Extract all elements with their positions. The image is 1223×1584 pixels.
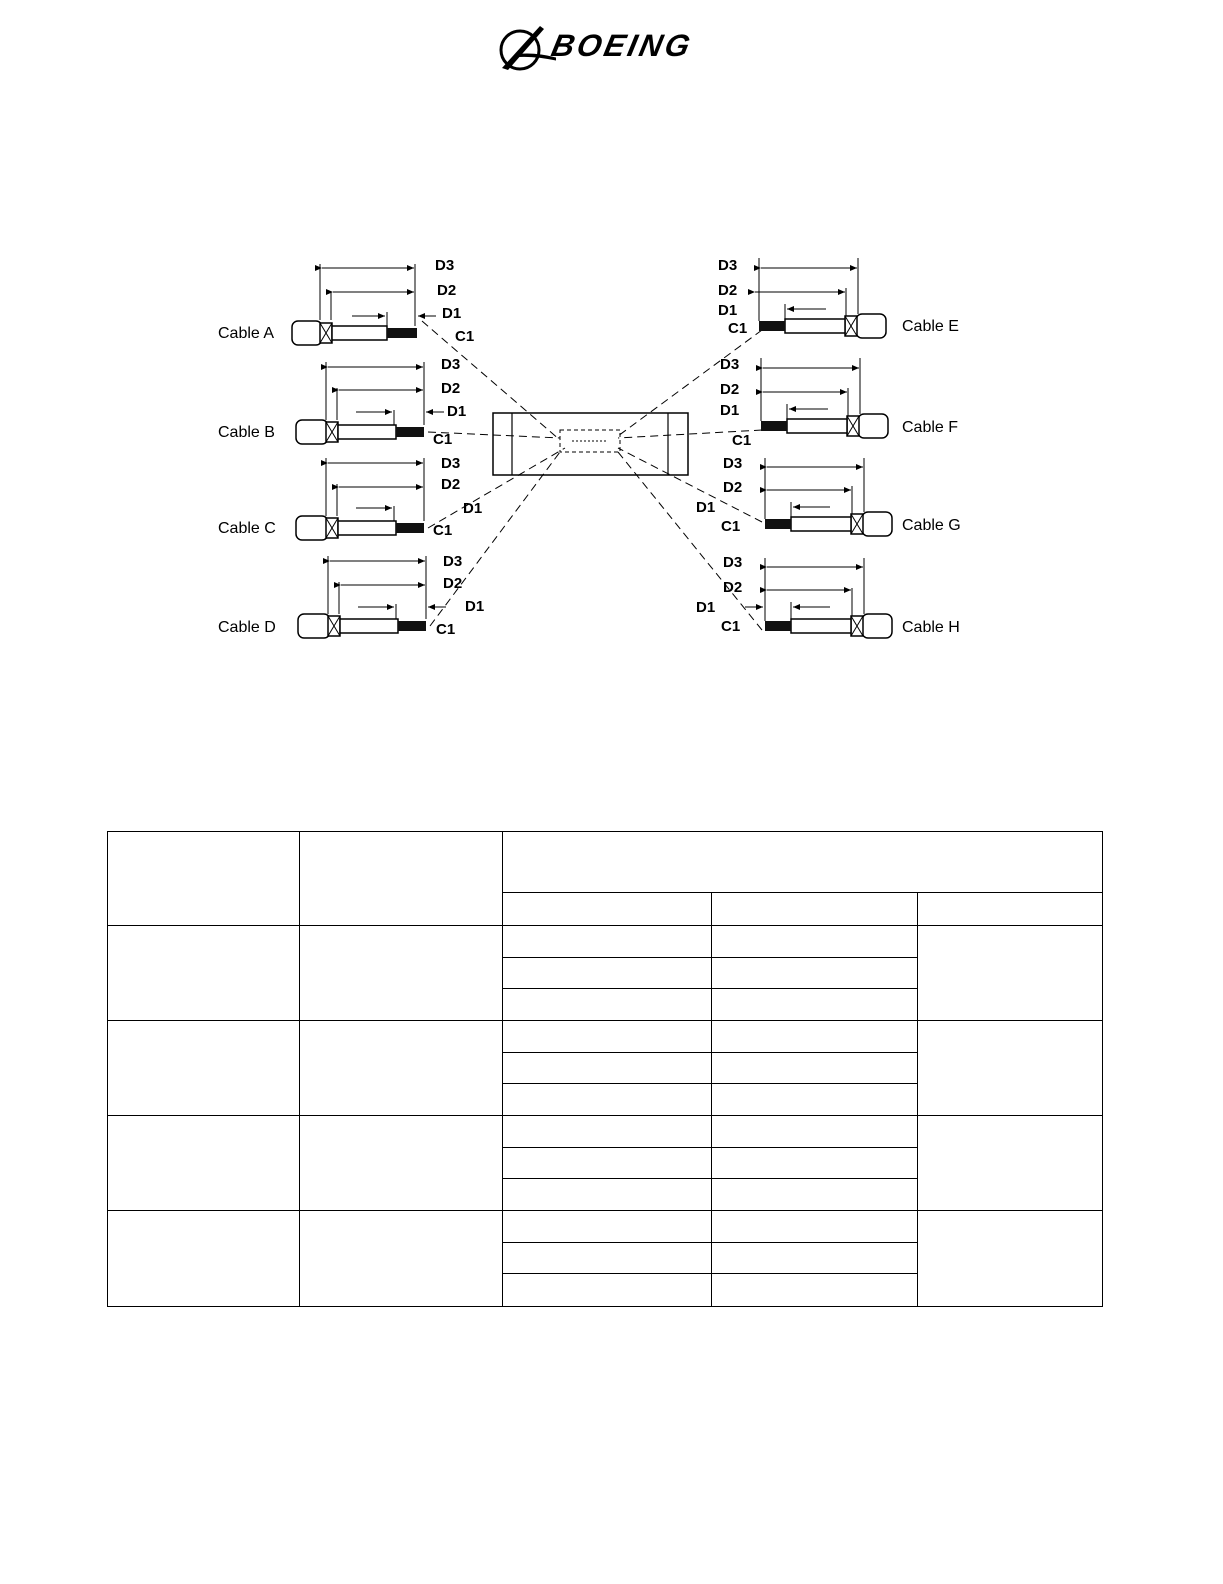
- dim-label: D1: [447, 403, 467, 420]
- table-header-cell: [712, 893, 918, 926]
- boeing-logo-wordmark: BOEING: [548, 28, 697, 63]
- table-cell: [503, 1274, 712, 1307]
- dim-label: D2: [441, 380, 461, 397]
- table-header-cell: [503, 893, 712, 926]
- splice-body: [493, 413, 688, 475]
- table-cell: [503, 1084, 712, 1116]
- cable-g: [765, 458, 892, 536]
- table-cell: [108, 1021, 300, 1116]
- cable-b-label: Cable B: [218, 424, 275, 441]
- left-dimension-labels: [433, 257, 484, 638]
- table-cell: [300, 1116, 503, 1211]
- table-cell: [503, 1116, 712, 1148]
- cable-a-label: Cable A: [218, 325, 275, 342]
- dim-label: C1: [721, 618, 741, 635]
- cable-f-label: Cable F: [902, 419, 959, 436]
- table-cell: [503, 989, 712, 1021]
- table-cell: [503, 1243, 712, 1274]
- table-cell: [712, 1116, 918, 1148]
- dim-label: C1: [732, 432, 752, 449]
- table-cell: [503, 1179, 712, 1211]
- dim-label: C1: [433, 522, 453, 539]
- cable-b: [296, 362, 444, 444]
- table-cell: [503, 1148, 712, 1179]
- dim-label: D3: [441, 455, 461, 472]
- table-header-row: [108, 832, 1103, 893]
- right-dimension-labels: [696, 257, 751, 635]
- dim-label: D2: [441, 476, 461, 493]
- dim-label: D3: [441, 356, 461, 373]
- cable-e-label: Cable E: [902, 318, 959, 335]
- table-cell: [712, 989, 918, 1021]
- dim-label: C1: [433, 431, 453, 448]
- table-row: [108, 1116, 1103, 1148]
- table-header-cell: [503, 832, 1103, 893]
- table-cell: [300, 1021, 503, 1116]
- table-cell: [108, 1116, 300, 1211]
- cable-f: [761, 358, 888, 438]
- dim-label: D2: [718, 282, 738, 299]
- table-header-cell: [300, 832, 503, 926]
- table-cell: [108, 1211, 300, 1307]
- table-cell: [712, 1084, 918, 1116]
- spec-table: [107, 831, 1103, 1307]
- table-cell: [712, 1148, 918, 1179]
- table-cell: [712, 1021, 918, 1053]
- table-row: [108, 1211, 1103, 1243]
- table-cell: [712, 1274, 918, 1307]
- table-cell: [503, 1211, 712, 1243]
- table-cell: [712, 1053, 918, 1084]
- dim-label: D3: [723, 455, 743, 472]
- cable-e: [755, 258, 886, 338]
- dim-label: D3: [443, 553, 463, 570]
- dim-label: D2: [720, 381, 740, 398]
- dim-label: D2: [443, 575, 463, 592]
- cable-h: [745, 558, 892, 638]
- dim-label: C1: [728, 320, 748, 337]
- table-cell: [918, 1116, 1103, 1211]
- dim-label: D1: [696, 499, 716, 516]
- dim-label: D1: [696, 599, 716, 616]
- table-cell: [503, 958, 712, 989]
- table-cell: [918, 926, 1103, 1021]
- table-cell: [712, 958, 918, 989]
- dim-label: D3: [723, 554, 743, 571]
- dim-label: D2: [723, 479, 743, 496]
- dim-label: D1: [465, 598, 485, 615]
- cable-g-label: Cable G: [902, 517, 961, 534]
- cable-c-label: Cable C: [218, 520, 276, 537]
- table-cell: [503, 1021, 712, 1053]
- cable-d-label: Cable D: [218, 619, 276, 636]
- cable-diagram: [0, 0, 1223, 700]
- table-cell: [503, 926, 712, 958]
- dim-label: D3: [435, 257, 455, 274]
- table-cell: [712, 1179, 918, 1211]
- dim-label: D1: [463, 500, 483, 517]
- cable-d: [298, 556, 446, 638]
- table-cell: [503, 1053, 712, 1084]
- table-cell: [918, 1211, 1103, 1307]
- cable-a: [292, 264, 436, 345]
- cable-c: [296, 458, 424, 540]
- table-cell: [300, 926, 503, 1021]
- table-cell: [918, 1021, 1103, 1116]
- dim-label: D2: [723, 579, 743, 596]
- cable-h-label: Cable H: [902, 619, 960, 636]
- dim-label: D3: [718, 257, 738, 274]
- table-cell: [712, 1211, 918, 1243]
- table-row: [108, 926, 1103, 958]
- table-cell: [300, 1211, 503, 1307]
- table-cell: [108, 926, 300, 1021]
- dim-label: C1: [436, 621, 456, 638]
- dim-label: C1: [455, 328, 475, 345]
- table-header-cell: [918, 893, 1103, 926]
- dim-label: C1: [721, 518, 741, 535]
- dim-label: D3: [720, 356, 740, 373]
- dim-label: D1: [718, 302, 738, 319]
- table-cell: [712, 1243, 918, 1274]
- table-header-cell: [108, 832, 300, 926]
- dim-label: D2: [437, 282, 457, 299]
- table-cell: [712, 926, 918, 958]
- table-row: [108, 1021, 1103, 1053]
- dim-label: D1: [442, 305, 462, 322]
- dim-label: D1: [720, 402, 740, 419]
